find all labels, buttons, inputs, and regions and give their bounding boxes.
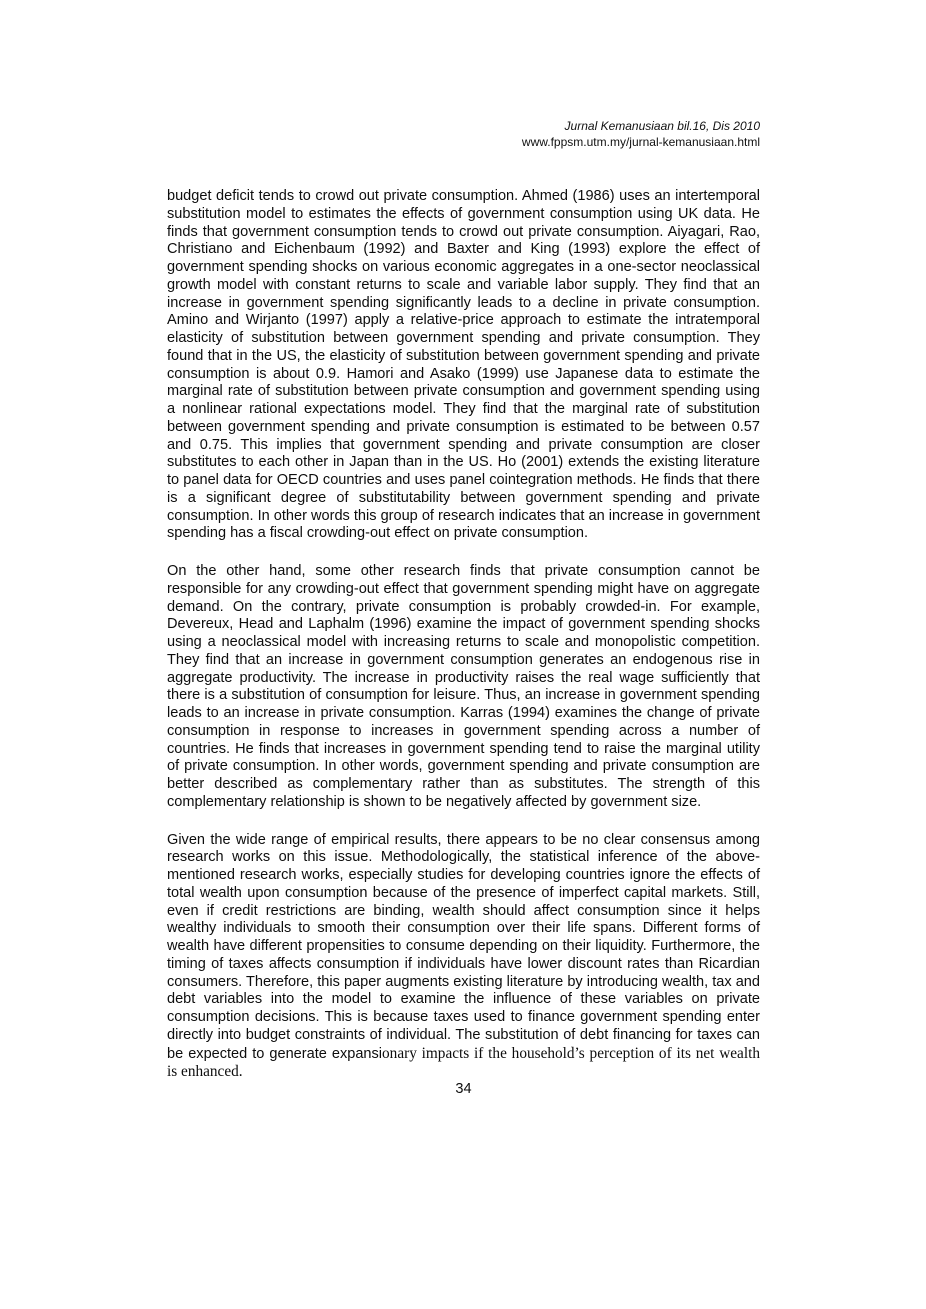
paragraph-consensus [167, 832, 760, 1083]
page-footer [167, 1081, 760, 1097]
journal-title: Jurnal Kemanusiaan bil.16, Dis 2010 [564, 119, 760, 133]
paragraph-crowding-out: budget deficit tends to crowd out private consumption. Ahmed (1986) uses an intertemporal substitution model to estimates the effects of government consumption using UK data. He finds that government consumption tends to crowd out private consumption. Aiyagari, Rao, Christiano and Eichenbaum (1992) and Baxter and King (1993) explore the effect of government spending shocks on various economic aggregates in a one-sector neoclassical growth model with constant returns to scale and variable labor supply. They find that an increase in government spending significantly leads to a decline in private consumption. Amino and Wirjanto (1997) apply a relative-price approach to estimate the intratemporal elasticity of substitution between government spending and private consumption. They found that in the US, the elasticity of substitution between government spending and private consumption is about 0.9. Hamori and Asako (1999) use Japanese data to estimate the marginal rate of substitution between private consumption and government spending using a nonlinear rational expectations model. They find that the marginal rate of substitution between government spending and private consumption is estimated to be between 0.57 and 0.75. This implies that government spending and private consumption are closer substitutes to each other in Japan than in the US. Ho (2001) extends the existing literature to panel data for OECD countries and uses panel cointegration methods. He finds that there is a significant degree of substitutability between government spending and private consumption. In other words this group of research indicates that an increase in government spending has a fiscal crowding-out effect on private consumption. [167, 188, 760, 542]
article-body [167, 188, 760, 1102]
paragraph-consensus-sans-text: Given the wide range of empirical results, there appears to be no clear consensus among research works on this issue. Methodologically, the statistical inference of the above-mentioned research works, especially studies for developing countries ignore the effects of total wealth upon consumption because of the presence of imperfect capital markets. Still, even if credit restrictions are binding, wealth should affect consumption since it helps wealthy individuals to smooth their consumption over their life spans. Different forms of wealth have different propensities to consume depending on their liquidity. Furthermore, the timing of taxes affects consumption if individuals have lower discount rates than Ricardian consumers. Therefore, this paper augments existing literature by introducing wealth, tax and debt variables into the model to examine the influence of these variables on private consumption decisions. This is because taxes used to finance government spending enter directly into budget constraints of individual. The substitution of debt financing for taxes can be expected to generate expansi [167, 831, 760, 1062]
journal-url: www.fppsm.utm.my/jurnal-kemanusiaan.html [521, 134, 760, 149]
paragraph-consensus-serif-text: onary impacts if the household’s perception of its net wealth is enhanced. [167, 1044, 760, 1081]
page-number: 34 [455, 1081, 472, 1097]
paragraph-crowding-in: On the other hand, some other research finds that private consumption cannot be responsible for any crowding-out effect that government spending might have on aggregate demand. On the contrary, private consumption is probably crowded-in. For example, Devereux, Head and Laphalm (1996) examine the impact of government spending shocks using a neoclassical model with increasing returns to scale and monopolistic competition. They find that an increase in government consumption generates an endogenous rise in aggregate productivity. The increase in productivity raises the real wage sufficiently that there is a substitution of consumption for leisure. Thus, an increase in government spending leads to an increase in private consumption. Karras (1994) examines the change of private consumption in response to increases in government spending across a number of countries. He finds that increases in government spending tend to raise the marginal utility of private consumption. In other words, government spending and private consumption are better described as complementary rather than as substitutes. The strength of this complementary relationship is shown to be negatively affected by government size. [167, 563, 760, 810]
page-header [522, 119, 760, 150]
